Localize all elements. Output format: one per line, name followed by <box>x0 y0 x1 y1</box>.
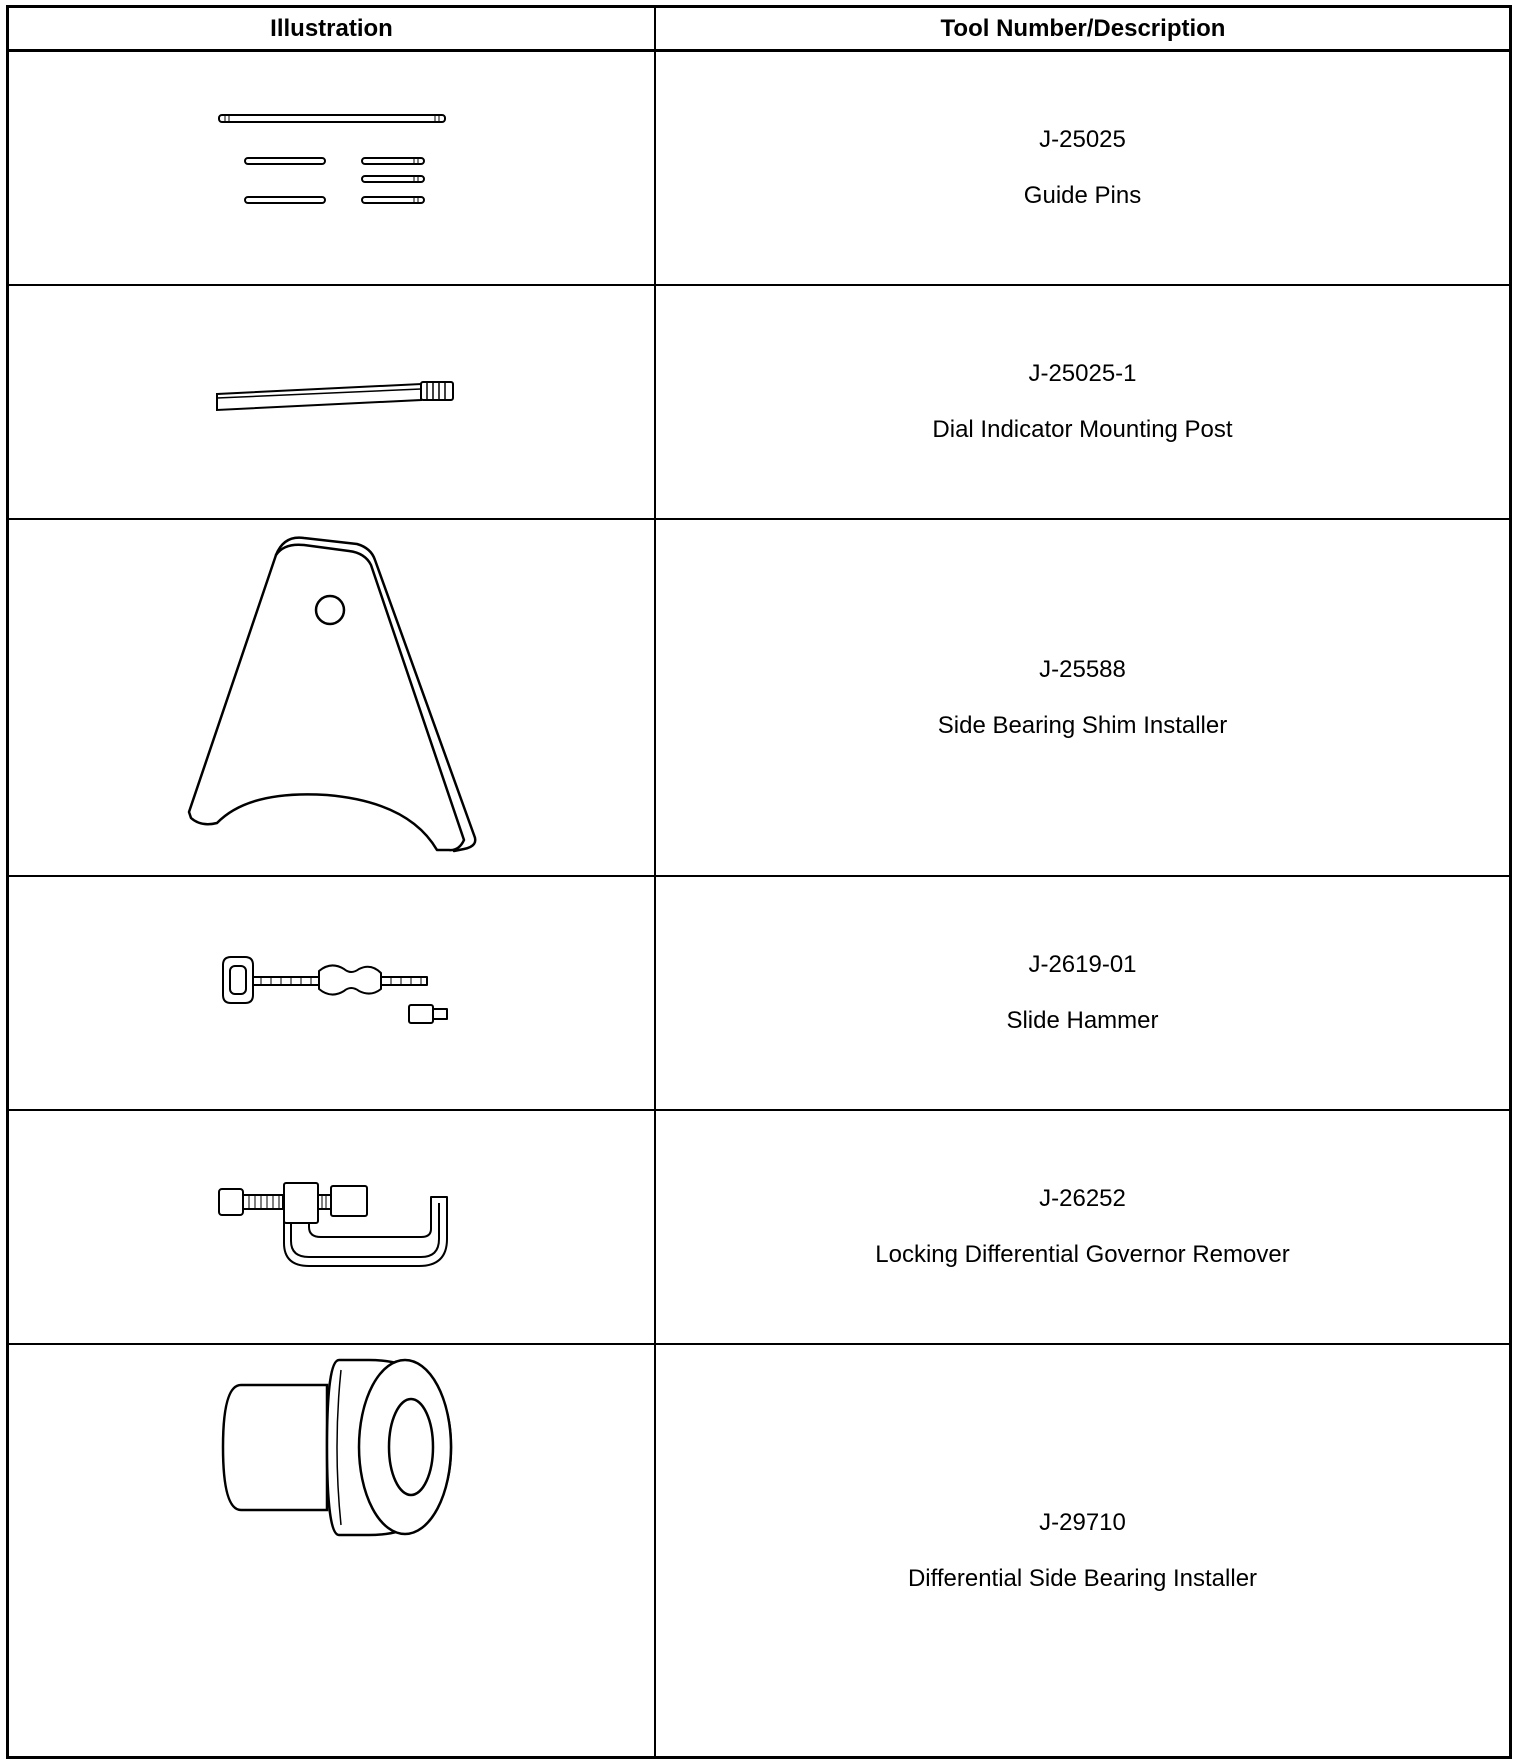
tool-description-cell <box>656 52 1509 284</box>
tool-number: J-25588 <box>1039 655 1126 683</box>
tool-description: Differential Side Bearing Installer <box>907 1564 1258 1592</box>
tool-description: Slide Hammer <box>1006 1007 1159 1034</box>
tool-description-cell <box>656 1345 1509 1756</box>
table-row <box>9 520 1509 877</box>
tool-number: J-29710 <box>1039 1508 1126 1536</box>
tool-description: Locking Differential Governor Remover <box>875 1241 1290 1268</box>
tool-description-cell <box>656 1111 1509 1343</box>
table-row <box>9 1111 1509 1345</box>
tool-description: Guide Pins <box>1023 182 1142 209</box>
special-tools-table <box>6 5 1512 1759</box>
bearing-installer-icon <box>9 1345 654 1756</box>
table-row <box>9 286 1509 520</box>
tool-description-cell <box>656 877 1509 1109</box>
table-header <box>9 8 1509 52</box>
header-tool-number-description: Tool Number/Description <box>940 15 1226 42</box>
table-row <box>9 1345 1509 1756</box>
slide-hammer-icon <box>9 877 654 1109</box>
guide-pins-icon <box>9 52 654 284</box>
table-row <box>9 52 1509 286</box>
tool-number: J-26252 <box>1039 1185 1126 1212</box>
tool-description-cell <box>656 520 1509 875</box>
tool-description-cell <box>656 286 1509 518</box>
tool-number: J-25025-1 <box>1028 360 1137 387</box>
mounting-post-icon <box>9 286 654 518</box>
tool-number: J-2619-01 <box>1028 951 1137 978</box>
tool-description: Side Bearing Shim Installer <box>937 711 1228 739</box>
header-illustration: Illustration <box>270 15 393 42</box>
table-row <box>9 877 1509 1111</box>
tool-number: J-25025 <box>1039 126 1126 153</box>
governor-remover-icon <box>9 1111 654 1343</box>
shim-installer-icon <box>9 520 654 875</box>
tool-description: Dial Indicator Mounting Post <box>932 416 1233 443</box>
